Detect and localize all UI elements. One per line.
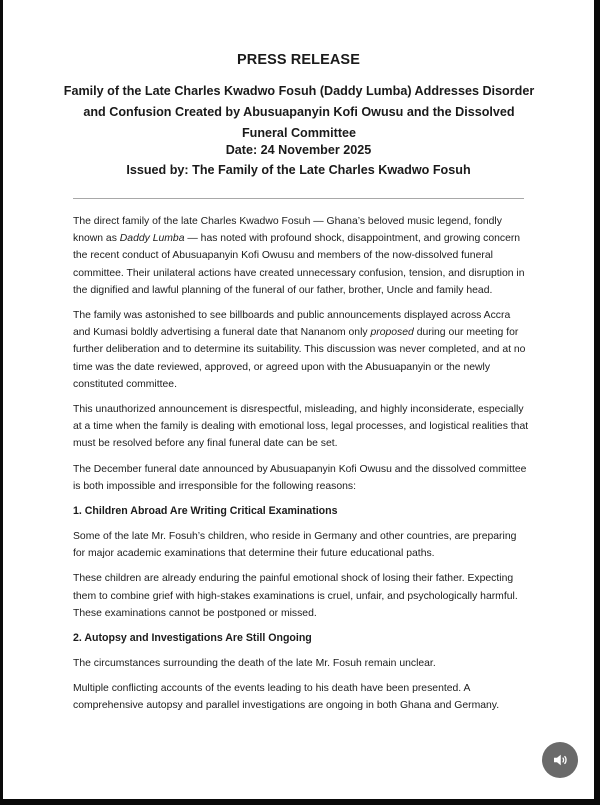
paragraph-billboards	[73, 307, 529, 393]
paragraph-intro	[73, 213, 529, 299]
paragraph-unauthorized: This unauthorized announcement is disrespectful, misleading, and highly inconsiderate, especially at a time when the family is dealing with emotional loss, legal processes, and logistical realities that must be resolved before any final funeral date can be set.	[73, 404, 529, 450]
press-release-headline: Family of the Late Charles Kwadwo Fosuh (Daddy Lumba) Addresses Disorder and Confusion Created by Abusuapanyin Kofi Owusu and the Dissolved Funeral Committee	[63, 84, 535, 140]
paragraph-text: The family was astonished to see billboards and public announcements displayed across Accra and Kumasi boldly advertising a funeral date that Nananom only	[73, 310, 511, 339]
paragraph-circumstances: The circumstances surrounding the death of the late Mr. Fosuh remain unclear.	[73, 658, 436, 670]
release-date: Date: 24 November 2025	[225, 143, 372, 157]
emphasis-text: Daddy Lumba	[119, 233, 185, 245]
section-heading-autopsy: 2. Autopsy and Investigations Are Still Ongoing	[73, 632, 312, 645]
page-title: PRESS RELEASE	[237, 52, 360, 68]
speaker-icon	[551, 751, 569, 769]
section-heading-examinations: 1. Children Abroad Are Writing Critical Examinations	[73, 505, 338, 518]
paragraph-text: during our meeting for further deliberation and to determine its suitability. This discussion was never completed, and at no time was the date reviewed, approved, or agreed upon with the Abusuapanyin or the newly constituted committee.	[73, 327, 526, 390]
paragraph-children-abroad: Some of the late Mr. Fosuh’s children, who reside in Germany and other countries, are preparing for major academic examinations that determine their future educational paths.	[73, 531, 517, 560]
paragraph-text: — has noted with profound shock, disappointment, and growing concern the recent conduct of Abusuapanyin Kofi Owusu and members of the now-dissolved funeral committee. Their unilateral actions have created unnecessary confusion, tension, and disruption in the dignified and lawful planning of the funeral of our father, brother, Uncle and family head.	[73, 233, 525, 296]
document-page	[3, 0, 594, 799]
paragraph-december-date: The December funeral date announced by Abusuapanyin Kofi Owusu and the dissolved committee is both impossible and irresponsible for the following reasons:	[73, 463, 527, 492]
audio-toggle-button[interactable]	[542, 742, 578, 778]
issued-by: Issued by: The Family of the Late Charles Kwadwo Fosuh	[126, 163, 471, 177]
paragraph-text: The direct family of the late Charles Kwadwo Fosuh — Ghana’s beloved music legend, fondly known as	[73, 216, 502, 245]
paragraph-investigations: Multiple conflicting accounts of the events leading to his death have been presented. A comprehensive autopsy and parallel investigations are ongoing in both Ghana and Germany.	[73, 683, 500, 712]
document-body	[73, 213, 529, 723]
header-divider	[73, 198, 524, 199]
paragraph-children-grief: These children are already enduring the painful emotional shock of losing their father. Expecting them to combine grief with high-stakes examinations is cruel, unfair, and psychologically harmful. These examinations cannot be postponed or missed.	[73, 573, 518, 619]
emphasis-text: proposed	[370, 327, 414, 339]
